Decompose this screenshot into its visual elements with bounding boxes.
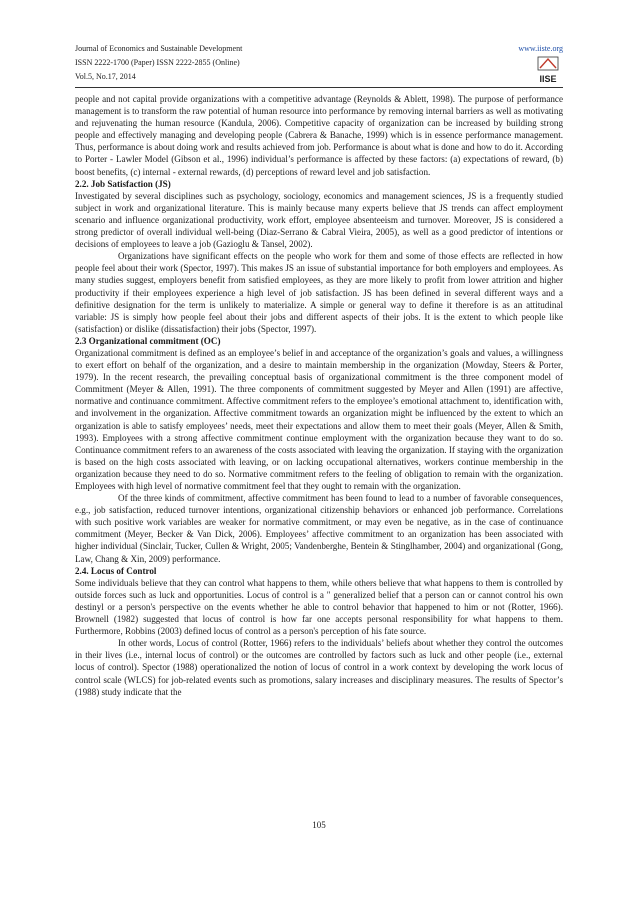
- journal-name: Journal of Economics and Sustainable Development: [75, 44, 243, 53]
- heading-job-satisfaction: 2.2. Job Satisfaction (JS): [75, 178, 171, 189]
- paragraph-js-definition: Investigated by several disciplines such as psychology, sociology, economics and management sciences, JS is a frequently studied subject in work and organizational literature. This is mainly because many experts believe that JS trends can affect employment scenario and influence organizational productivity, work effort, employee absenteeism and turnover. Moreover, JS is considered a strong predictor of overall individual well-being (Diaz-Serrano & Cabral Vieira, 2005), as well as a good predictor of intentions or decisions of employees to leave a job (Gazioglu & Tansel, 2002).: [75, 190, 563, 250]
- paragraph-oc-definition: Organizational commitment is defined as an employee’s belief in and acceptance of the organization’s goals and values, a willingness to exert effort on behalf of the organization, and a desire to maintain membership in the organization (Mowday, Steers & Porter, 1979). In the recent research, the prevailing conceptual basis of organizational commitment is the three component model of Commitment (Meyer & Allen, 1991). The three components of commitment suggested by Meyer and Allen (1991) are affective, normative and continuance commitment. Affective commitment refers to the employee’s emotional attachment to, identification with, and involvement in the organization. Affective commitment towards an organization might be influenced by the extent to which an organization is able to satisfy employees’ needs, meet their expectations and allow them to meet their goals (Meyer, Allen & Smith, 1993). Employees with a strong affective commitment continue employment with the organization because they want to do so. Continuance commitment refers to an awareness of the costs associated with leaving the organization. If staying with the organization is based on the high costs associated with leaving, or on lacking occupational alternatives, workers continue membership in the organization because they need to do so. Normative commitment refers to the feeling of obligation to remain with the organization. Employees with high level of normative commitment feel that they ought to remain with the organization.: [75, 347, 563, 491]
- paragraph-loc-work: In other words, Locus of control (Rotter, 1966) refers to the individuals’ beliefs about whether they control the outcomes in their lives (i.e., internal locus of control) or the outcomes are controlled by factors such as luck and other people (i.e., external locus of control). Spector (1988) operationalized the notion of locus of control in a work context by developing the work locus of control scale (WLCS) for job-related events such as promotions, salary increases and disciplinary measures. The results of Spector’s (1988) study indicate that the: [75, 638, 563, 697]
- paragraph-js-effects: Organizations have significant effects on the people who work for them and some of those effects are reflected in how people feel about their work (Spector, 1997). This makes JS an issue of substantial importance for both employers and employees. As many studies suggest, employers benefit from satisfied employees, as they are more likely to profit from lower attrition and higher productivity if their employees experience a high level of job satisfaction. JS has been defined in several different ways and a definitive designation for the term is unlikely to materialize. A simple or general way to define it therefore is as an attitudinal variable: JS is simply how people feel about their jobs and different aspects of their jobs. It is the extent to which people like (satisfaction) or dislike (dissatisfaction) their jobs (Spector, 1997).: [75, 251, 563, 334]
- header-rule: [75, 87, 563, 88]
- paragraph-performance: people and not capital provide organizations with a competitive advantage (Reynolds & Ablett, 1998). The purpose of performance management is to transform the raw potential of human resource into performance by removing internal barriers as well as motivating and rejuvenating the human resource (Kandula, 2006). Competitive capacity of organization can be increased by building strong people and effectively managing and developing people (Cabrera & Banache, 1999) which is in essence performance management. Thus, performance is about doing work and results achieved from job. Performance is about what is done and how to do it. According to Porter - Lawler Model (Gibson et al., 1996) individual’s performance is affected by these factors: (a) expectations of reward, (b) boost benefits, (c) internal - external rewards, (d) perceptions of reward level and job satisfaction.: [75, 94, 563, 177]
- logo-text: IISE: [539, 74, 557, 84]
- paragraph-loc-definition: Some individuals believe that they can control what happens to them, while others believe that what happens to them is controlled by outside forces such as luck and opportunities. Locus of control is a " generalized belief that a person can or cannot control his own destinyl or a person's perspective on the events whether he able to control behavior that happened to him or not (Rotter, 1966). Brownell (1982) suggested that locus of control is how far one accepts personal responsibility for what happens to them. Furthermore, Robbins (2003) defined locus of control as a person's perception of his fate source.: [75, 577, 563, 637]
- paragraph-oc-consequences: Of the three kinds of commitment, affective commitment has been found to lead to a number of favorable consequences, e.g., job satisfaction, reduced turnover intentions, organizational citizenship behaviors or enhanced job performance. Correlations with such positive work variables are weaker for normative commitment, or may even be negative, as in the case of continuance commitment (Meyer, Becker & Van Dick, 2006). Employees’ affective commitment to an organization has been associated with higher individual (Sinclair, Tucker, Cullen & Wright, 2005; Vandenberghe, Bentein & Stinglhamber, 2004) and organizational (Gong, Law, Chang & Xin, 2009) performance.: [75, 493, 563, 564]
- page-header: [75, 42, 563, 88]
- page-number: 105: [312, 820, 326, 830]
- iiste-logo-icon: [535, 55, 561, 85]
- volume-line: Vol.5, No.17, 2014: [75, 72, 136, 81]
- journal-url-link[interactable]: www.iiste.org: [518, 44, 563, 53]
- heading-locus-of-control: 2.4. Locus of Control: [75, 565, 157, 576]
- issn-line: ISSN 2222-1700 (Paper) ISSN 2222-2855 (Online): [75, 58, 240, 67]
- heading-organizational-commitment: 2.3 Organizational commitment (OC): [75, 335, 221, 346]
- article-body: [75, 93, 563, 698]
